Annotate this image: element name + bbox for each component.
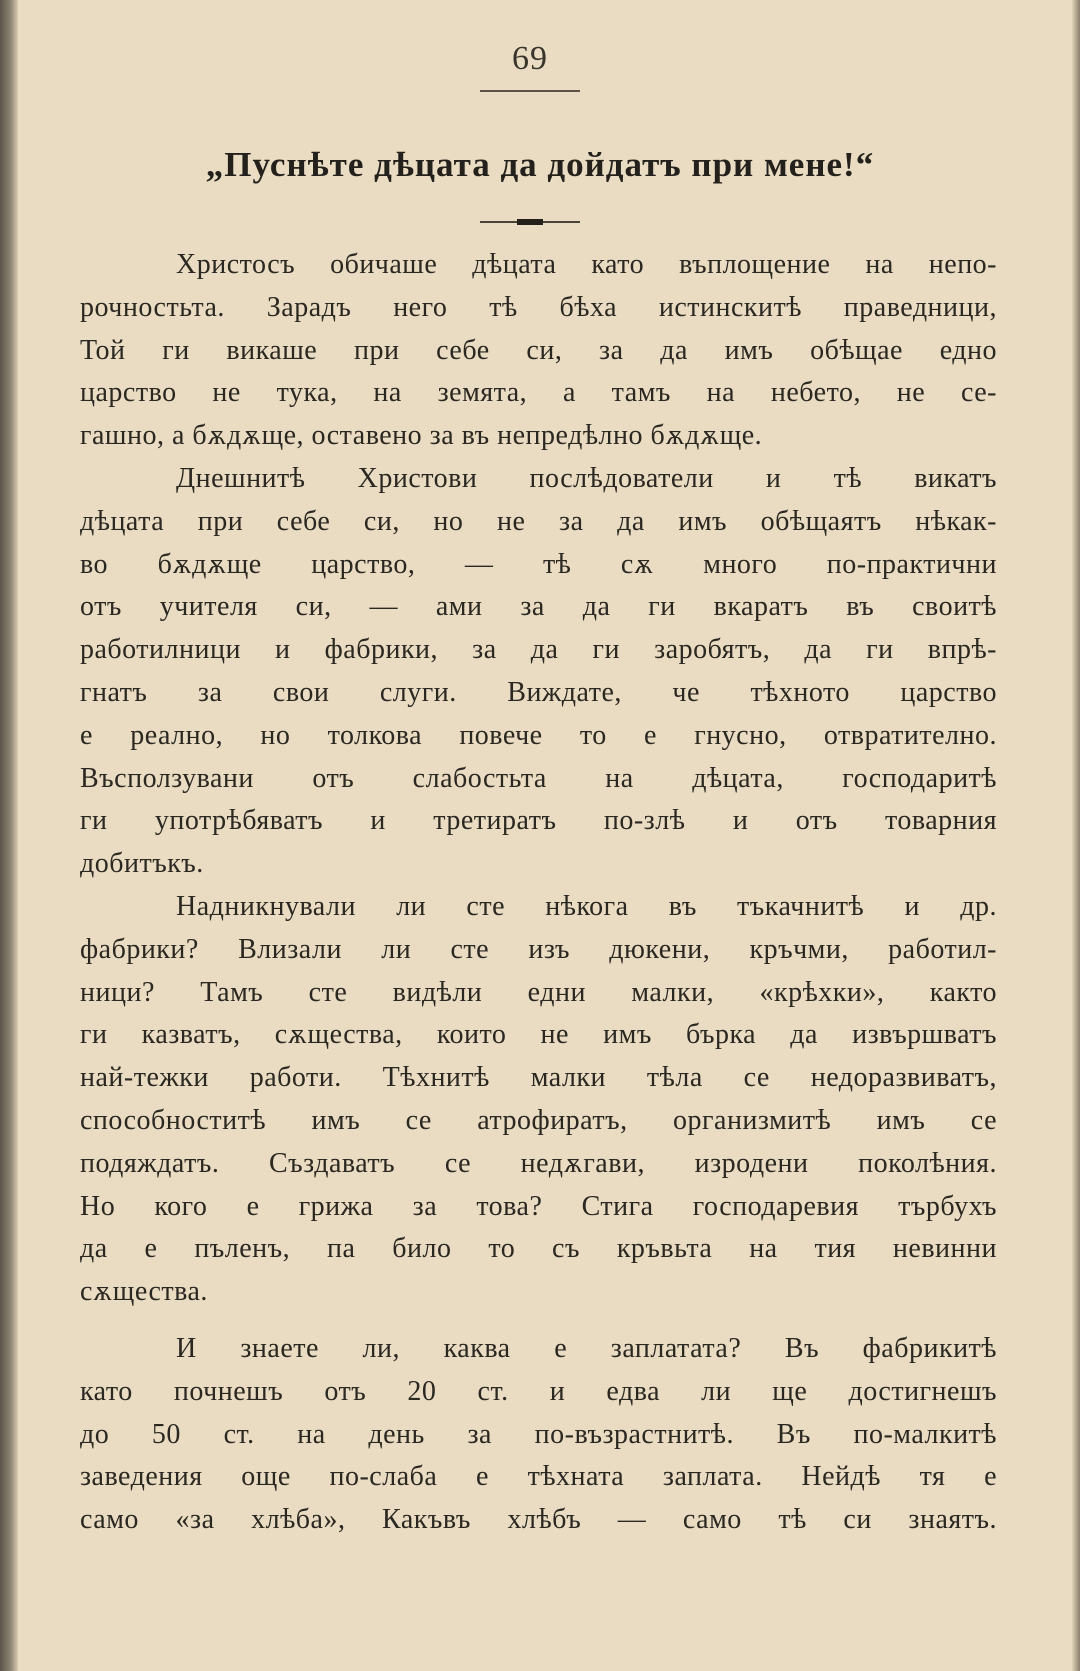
text-line: като почнешъ отъ 20 ст. и едва ли ще достигнешъ (80, 1375, 997, 1407)
text-line: е реално, но толкова повече то е гнусно, отвратително. (80, 719, 997, 751)
chapter-title: „Пуснѣте дѣцата да дойдатъ при мене!“ (205, 145, 875, 184)
page-edge (1072, 0, 1080, 1671)
text-line: Но кого е грижа за това? Стига господаревия търбухъ (80, 1190, 997, 1222)
text-line: фабрики? Влизали ли сте изъ дюкени, кръчми, работил- (80, 933, 997, 965)
text-line: до 50 ст. на день за по-възрастнитѣ. Въ по-малкитѣ (80, 1418, 997, 1450)
text-line: да е пъленъ, па било то съ кръвьта на тия невинни (80, 1233, 997, 1265)
book-binding-edge (0, 0, 18, 1671)
text-line: Христосъ обичаше дѣцата като въплощение на непо- (176, 249, 997, 280)
text-line: И знаете ли, каква е заплатата? Въ фабрикитѣ (176, 1332, 997, 1364)
text-line: ги употрѣбяватъ и третиратъ по-злѣ и отъ товарния (80, 805, 997, 837)
text-line: дѣцата при себе си, но не за да имъ обѣщаятъ нѣкак- (80, 505, 997, 537)
text-line: способноститѣ имъ се атрофиратъ, организмитѣ имъ се (80, 1104, 997, 1136)
paragraph-spacer (80, 1314, 997, 1328)
page-number-rule (480, 90, 580, 92)
text-line: отъ учителя си, — ами за да ги вкаратъ въ своитѣ (80, 591, 997, 623)
page-number: 69 (512, 40, 548, 77)
text-line: ници? Тамъ сте видѣли едни малки, «крѣхки», както (80, 976, 997, 1008)
text-line: заведения още по-слаба е тѣхната заплата. Нейдѣ тя е (80, 1461, 997, 1493)
text-line: Днешнитѣ Христови послѣдователи и тѣ викатъ (176, 462, 997, 494)
text-line: добитъкъ. (80, 848, 204, 880)
text-line: гашно, а бѫдѫще, оставено за въ непредѣлно бѫдѫще. (80, 420, 763, 452)
text-line: Надникнували ли сте нѣкога въ тъкачнитѣ и др. (176, 890, 997, 922)
paragraph-1 (80, 244, 997, 458)
text-line: работилници и фабрики, за да ги заробятъ, да ги впрѣ- (80, 634, 997, 666)
text-line: само «за хлѣба», Какъвъ хлѣбъ — само тѣ си знаятъ. (80, 1504, 997, 1536)
body-text (80, 244, 997, 1542)
paragraph-3 (80, 886, 997, 1314)
text-line: сѫщества. (80, 1276, 208, 1308)
text-line: най-тежки работи. Тѣхнитѣ малки тѣла се недоразвиватъ, (80, 1062, 997, 1094)
text-line: гнатъ за свои слуги. Виждате, че тѣхното царство (80, 676, 997, 708)
paragraph-2 (80, 458, 997, 886)
text-line: Той ги викаше при себе си, за да имъ обѣщае едно (80, 334, 997, 366)
text-line: во бѫдѫще царство, — тѣ сѫ много по-практични (80, 548, 997, 580)
text-line: ги казватъ, сѫщества, които не имъ бърка да извършватъ (80, 1019, 997, 1051)
text-line: Въсползувани отъ слабостьта на дѣцата, господаритѣ (80, 762, 997, 794)
text-line: подяждатъ. Създаватъ се недѫгави, изродени поколѣния. (80, 1147, 997, 1179)
paragraph-4 (80, 1328, 997, 1542)
title-divider-mark (517, 219, 543, 225)
text-line: царство не тука, на земята, а тамъ на небето, не се- (80, 377, 997, 409)
text-line: рочностьта. Зарадъ него тѣ бѣха истинскитѣ праведници, (80, 291, 997, 323)
